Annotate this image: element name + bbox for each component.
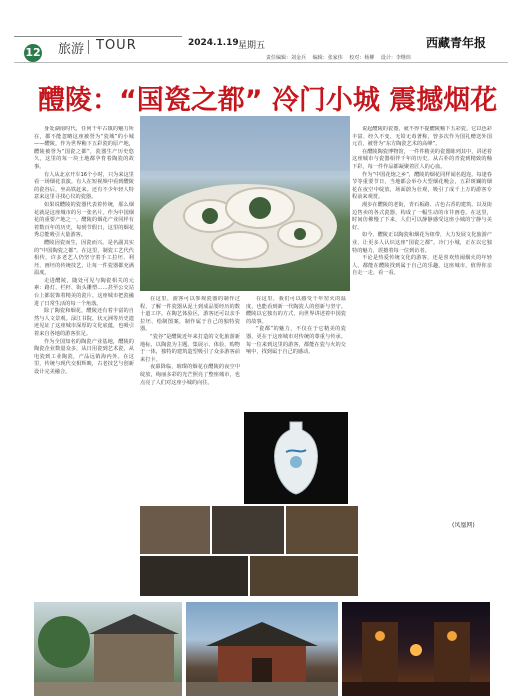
issue-date: 2024.1.19 bbox=[188, 38, 239, 48]
temple-gate-photo bbox=[186, 602, 338, 696]
pottery-work-photo bbox=[140, 556, 248, 596]
article-paragraph: 在这里，我们可以感受千年窑火的温度，也能看到新一代陶瓷人的创新与坚守。醴陵以它独有的方式，向世界讲述着中国瓷的故事。 bbox=[246, 296, 346, 325]
ceramic-valley-aerial-photo bbox=[140, 116, 350, 291]
article-paragraph: 作为全国知名的陶瓷产业基地，醴陵的陶瓷企业数量众多，从日用瓷到艺术瓷，从电瓷到工业陶瓷，产品远销海内外。在这里，传统与现代交相辉映，古老技艺与创新设计完美融合。 bbox=[34, 338, 134, 375]
craftsman-photo bbox=[140, 506, 210, 554]
newspaper-masthead: 西藏青年报 bbox=[426, 36, 487, 50]
article-paragraph: 不论是热爱传统文化的游客，还是喜欢热闹烟火的年轻人，都能在醴陵找到属于自己的乐趣。这座城市，值得你亲自走一走、看一看。 bbox=[352, 255, 492, 277]
page-header bbox=[0, 0, 520, 64]
editor-credits bbox=[266, 54, 416, 61]
article-paragraph: 说起醴陵的瓷器，就不得不提醴陵釉下五彩瓷。它以色彩丰富、经久不变、无铅无毒著称，曾多次作为国礼赠送外国元首，被誉为“东方陶瓷艺术的高峰”。 bbox=[352, 126, 492, 148]
issue-weekday: 星期五 bbox=[238, 41, 266, 51]
section-title-cn: 旅游 bbox=[58, 42, 85, 57]
article-paragraph: 在这里，游客可以参观瓷器的制作过程，了解一件瓷器从泥土到成品要经历的数十道工序。在陶艺体验区，游客还可以亲手拉坯、绘制图案，制作属于自己的独特瓷器。 bbox=[140, 296, 240, 333]
article-column-3 bbox=[246, 296, 346, 404]
craftsman-photo bbox=[212, 506, 284, 554]
article-column-2 bbox=[140, 296, 240, 408]
article-paragraph: 在醴陵陶瓷博物馆，一件件精美的瓷器陈列其中，讲述着这座城市与瓷器相伴千年的历史。从古朴的青瓷到精致的釉下彩，每一件作品都凝聚着匠人的心血。 bbox=[352, 148, 492, 170]
article-paragraph: 漫步在醴陵的老街，青石板路、古色古香的建筑，以及街边售卖的各式瓷器，构成了一幅生动的市井画卷。在这里，时间仿佛慢了下来，人们可以静静感受这座小城的宁静与美好。 bbox=[352, 201, 492, 231]
editor-credit: 校对：杨柳 bbox=[349, 55, 375, 61]
article-paragraph: 走进醴陵，随处可见与陶瓷相关的元素：路灯、栏杆、街头雕塑……甚至公交站台上都装饰着精美的瓷片。这座城市把瓷融进了日常生活的每一个角落。 bbox=[34, 277, 134, 307]
article-paragraph: 有人从北京开车16个小时，只为来这里看一场烟花表演。有人在短视频中看到醴陵的瓷谷后，坐高铁赶来。还有不少年轻人特意来这里寻找心仪的瓷器。 bbox=[34, 171, 134, 201]
article-paragraph: 醴陵因瓷而生，因瓷而兴。是名副其实的“中国陶瓷之都”。在这里，制瓷工艺代代相传，许多老艺人仍坚守着手工拉坯、利坯、画坯的传统技艺，让每一件瓷器都充满温度。 bbox=[34, 239, 134, 277]
article-paragraph: 身处湖南时代，任何千年古镇的魅力所在，都不能忽略这座被誉为“瓷城”的小城——醴陵。作为世界釉下五彩瓷的原产地，醴陵被誉为“国瓷之都”，瓷器生产历史悠久，这里的每一块土地都孕育着陶瓷的故事。 bbox=[34, 126, 134, 170]
section-divider bbox=[88, 40, 89, 54]
article-paragraph: 除了陶瓷和烟花，醴陵还有着丰富的自然与人文景观。渌江书院、状元洲等历史遗迹见证了这座城市深厚的文化底蕴，也吸引着来自各地的游客驻足。 bbox=[34, 308, 134, 338]
night-street-photo bbox=[342, 602, 490, 696]
section-rule bbox=[14, 36, 182, 37]
editor-credit: 设计：李继炜 bbox=[380, 55, 411, 61]
article-column-1 bbox=[34, 126, 134, 516]
vase-photo bbox=[244, 412, 348, 504]
article-paragraph: “瓷谷”是醴陵近年来打造的文化旅游新地标，以陶瓷为主题，集展示、体验、购物于一体，独特的建筑造型吸引了众多游客前来打卡。 bbox=[140, 333, 240, 363]
old-street-photo bbox=[34, 602, 182, 696]
editor-credit: 编辑：张家伟 bbox=[312, 55, 343, 61]
article-paragraph: “瓷都”的魅力，不仅在于它精美的瓷器，更在于这座城市对传统的尊重与传承。每一位来到这里的游客，都能在瓷与火的交响中，找到属于自己的感动。 bbox=[246, 326, 346, 356]
page-number: 12 bbox=[24, 44, 42, 62]
article-paragraph: 作为“中国花炮之乡”，醴陵的烟花同样闻名遐迩。每逢春节等重要节日，当地都会举办大型烟花晚会，五彩斑斓的烟花在夜空中绽放，场面蔚为壮观，吸引了成千上万的游客专程前来观赏。 bbox=[352, 171, 492, 201]
header-rule bbox=[14, 62, 508, 63]
article-paragraph: 如今，醴陵正以陶瓷和烟花为纽带，大力发展文化旅游产业，让更多人认识这座“国瓷之都”。冷门小城，正在以它独特的魅力，震撼着每一位到访者。 bbox=[352, 232, 492, 254]
article-paragraph: 如果说醴陵的瓷器代表着传统，那么烟花就是这座城市的另一张名片。作为中国烟花的重要产地之一，醴陵的烟花产业同样有着数百年的历史，每到节假日，这里的烟花秀总能吸引大量游客。 bbox=[34, 201, 134, 239]
article-column-4 bbox=[352, 126, 492, 518]
article-byline: (凤凰网) bbox=[452, 522, 475, 529]
editor-credit: 责任编辑：刘金兵 bbox=[266, 55, 307, 61]
article-headline: 醴陵：“国瓷之都” 冷门小城 震撼烟花 bbox=[38, 85, 498, 116]
section-title-en: TOUR bbox=[96, 38, 137, 53]
pottery-work-photo bbox=[250, 556, 358, 596]
article-paragraph: 夜幕降临，璀璨的烟花在醴陵的夜空中绽放，绚丽多彩的光芒照亮了整座城市，也点亮了人们对这座小城的向往。 bbox=[140, 364, 240, 386]
craftsman-photo bbox=[286, 506, 358, 554]
